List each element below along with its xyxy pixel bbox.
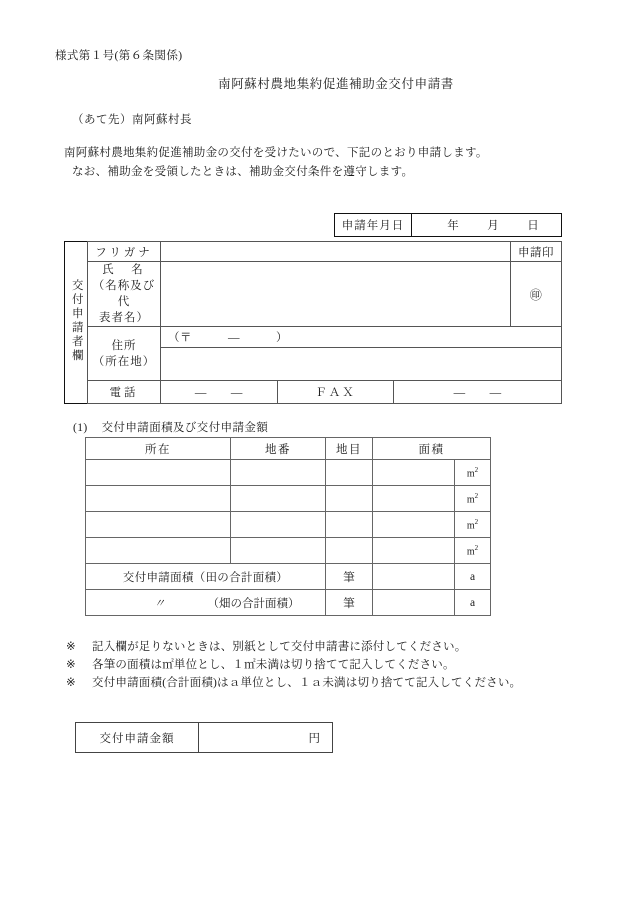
summary-count-unit-paddy: 筆 xyxy=(326,564,373,590)
table-row xyxy=(335,214,561,236)
amount-label: 交付申請金額 xyxy=(76,723,199,753)
summary-area-unit-paddy: a xyxy=(455,564,491,590)
year-label: 年 xyxy=(447,220,459,232)
postal-code-input[interactable]: （〒 — ） xyxy=(161,327,562,348)
cell-area[interactable] xyxy=(373,460,455,486)
table-row xyxy=(65,327,562,348)
amount-section xyxy=(75,722,333,753)
addressee-line: （あて先）南阿蘇村長 xyxy=(72,114,192,126)
notes-list xyxy=(66,638,521,692)
application-date-label: 申請年月日 xyxy=(335,214,412,236)
note-item xyxy=(66,656,521,674)
summary-label-field-text: （畑の合計面積） xyxy=(207,597,300,610)
summary-label-paddy: 交付申請面積（田の合計面積） xyxy=(86,564,326,590)
section1-heading xyxy=(73,419,268,435)
furigana-input[interactable] xyxy=(161,242,511,262)
note-item xyxy=(66,674,521,692)
name-label-line2: （名称及び代 xyxy=(92,280,156,308)
seal-stamp-icon[interactable]: ㊞ xyxy=(511,262,562,327)
table-row xyxy=(86,512,491,538)
cell-location[interactable] xyxy=(86,486,231,512)
column-header-land-category: 地目 xyxy=(326,438,373,460)
table-row xyxy=(86,538,491,564)
note-item xyxy=(66,638,521,656)
cell-area-unit: $m^2$ xyxy=(455,538,491,564)
body-line-1: 南阿蘇村農地集約促進補助金の交付を受けたいので、下記のとおり申請します。 xyxy=(64,147,488,159)
address-label-line1: 住所 xyxy=(111,339,137,352)
name-label-line1: 氏 名 xyxy=(102,264,146,276)
applicant-vertical-label xyxy=(65,242,88,404)
column-header-area: 面積 xyxy=(373,438,491,460)
cell-lot-number[interactable] xyxy=(231,486,326,512)
name-input[interactable] xyxy=(161,262,511,327)
table-row xyxy=(86,460,491,486)
application-date-box xyxy=(334,213,562,237)
section1-number: (1) xyxy=(73,422,88,434)
summary-count-unit-field: 筆 xyxy=(326,590,373,616)
note-text: 交付申請面積(合計面積)はａ単位とし、１ａ未満は切り捨てて記入してください。 xyxy=(92,677,522,689)
applicant-section xyxy=(64,241,562,404)
cell-area-unit: $m^2$ xyxy=(455,486,491,512)
cell-land-category[interactable] xyxy=(326,486,373,512)
note-mark-icon: ※ xyxy=(66,641,76,653)
name-label xyxy=(88,262,161,327)
table-header-row xyxy=(86,438,491,460)
furigana-label: フリガナ xyxy=(88,242,161,262)
summary-value-field[interactable] xyxy=(373,590,455,616)
table-row xyxy=(65,262,562,327)
cell-area-unit: $m^2$ xyxy=(455,460,491,486)
table-row xyxy=(65,381,562,404)
area-section xyxy=(85,437,490,616)
cell-area[interactable] xyxy=(373,512,455,538)
cell-area[interactable] xyxy=(373,486,455,512)
cell-lot-number[interactable] xyxy=(231,538,326,564)
note-mark-icon: ※ xyxy=(66,659,76,671)
cell-area-unit: $m^2$ xyxy=(455,512,491,538)
address-label-line2: （所在地） xyxy=(92,355,156,368)
table-row xyxy=(86,486,491,512)
day-label: 日 xyxy=(527,220,539,232)
cell-land-category[interactable] xyxy=(326,512,373,538)
applicant-table xyxy=(64,241,562,404)
section1-title-text: 交付申請面積及び交付申請金額 xyxy=(101,422,269,434)
column-header-lot-number: 地番 xyxy=(231,438,326,460)
table-row xyxy=(76,723,333,753)
seal-header: 申請印 xyxy=(511,242,562,262)
column-header-location: 所在 xyxy=(86,438,231,460)
summary-value-paddy[interactable] xyxy=(373,564,455,590)
cell-land-category[interactable] xyxy=(326,538,373,564)
note-text: 各筆の面積は㎡単位とし、１㎡未満は切り捨てて記入してください。 xyxy=(92,659,455,671)
telephone-input[interactable]: — — xyxy=(161,381,278,404)
address-label xyxy=(88,327,161,381)
cell-location[interactable] xyxy=(86,538,231,564)
ditto-mark: 〃 xyxy=(153,597,166,610)
cell-lot-number[interactable] xyxy=(231,460,326,486)
summary-area-unit-field: a xyxy=(455,590,491,616)
amount-table xyxy=(75,722,333,753)
table-row xyxy=(65,242,562,262)
cell-land-category[interactable] xyxy=(326,460,373,486)
body-line-2: なお、補助金を受領したときは、補助金交付条件を遵守します。 xyxy=(72,166,414,178)
table-row-summary-paddy xyxy=(86,564,491,590)
currency-label: 円 xyxy=(308,732,320,745)
summary-label-field xyxy=(86,590,326,616)
application-date-table xyxy=(335,214,561,236)
note-text: 記入欄が足りないときは、別紙として交付申請書に添付してください。 xyxy=(92,641,467,653)
page-title: 南阿蘇村農地集約促進補助金交付申請書 xyxy=(218,77,454,91)
fax-input[interactable]: — — xyxy=(394,381,562,404)
name-label-line3: 表者名） xyxy=(99,312,149,324)
cell-location[interactable] xyxy=(86,460,231,486)
cell-location[interactable] xyxy=(86,512,231,538)
month-label: 月 xyxy=(487,220,499,232)
body-paragraph xyxy=(64,144,488,182)
cell-lot-number[interactable] xyxy=(231,512,326,538)
table-row-summary-field xyxy=(86,590,491,616)
address-input[interactable] xyxy=(161,348,562,381)
area-table xyxy=(85,437,491,616)
amount-input[interactable] xyxy=(199,723,333,753)
application-date-value[interactable] xyxy=(412,214,562,236)
applicant-vertical-label-text: 交付申請者欄 xyxy=(70,279,83,363)
note-mark-icon: ※ xyxy=(66,677,76,689)
fax-label: ＦＡＸ xyxy=(277,381,394,404)
form-number: 様式第１号(第６条関係) xyxy=(55,50,183,62)
cell-area[interactable] xyxy=(373,538,455,564)
telephone-label: 電話 xyxy=(88,381,161,404)
